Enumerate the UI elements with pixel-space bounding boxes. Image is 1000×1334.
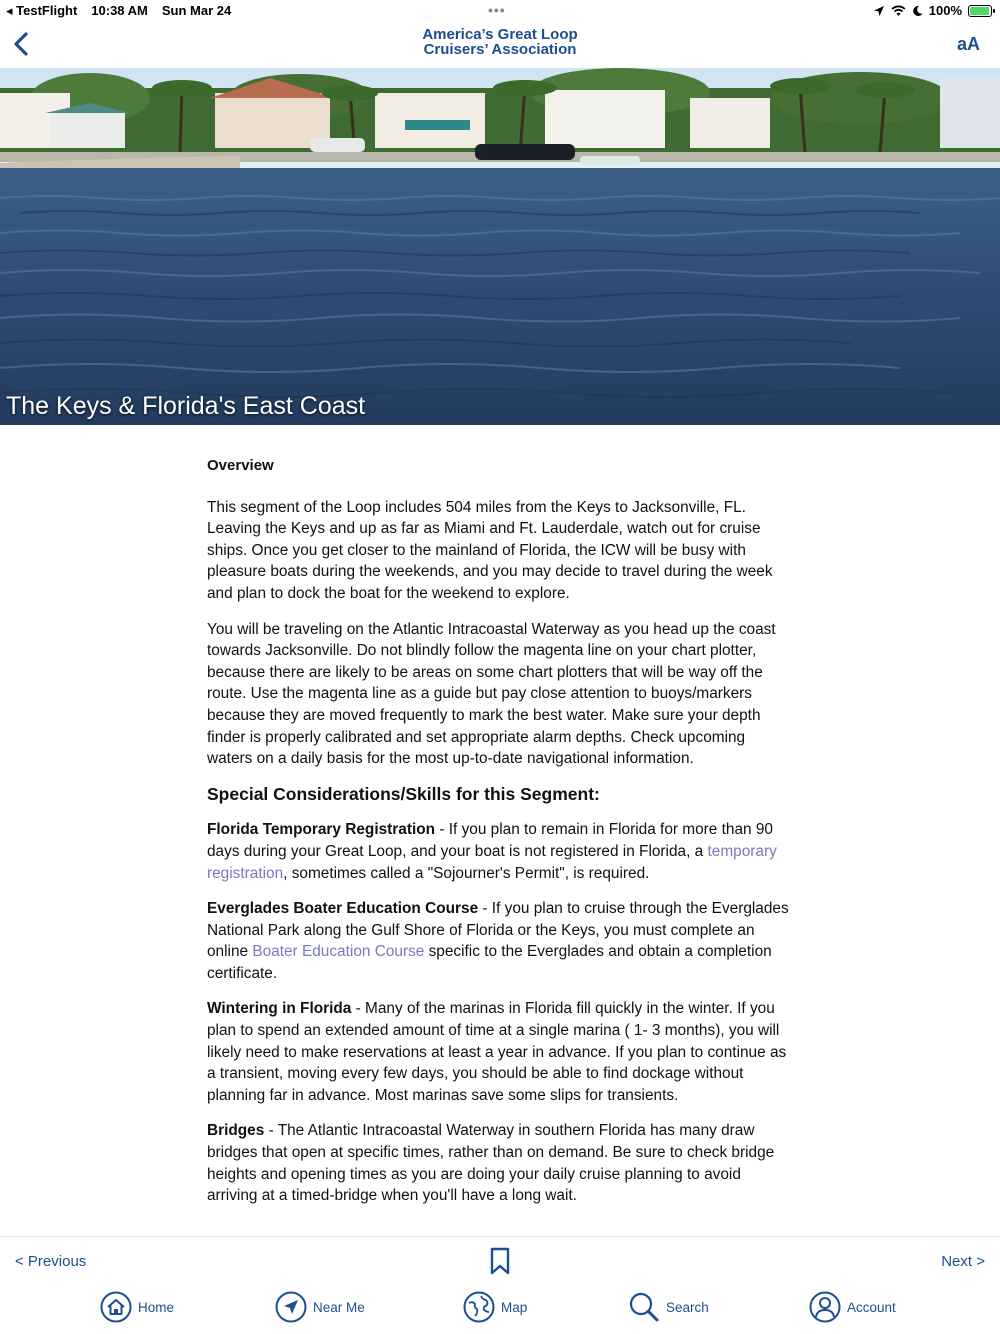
consideration-text: , sometimes called a "Sojourner's Permit", is required. xyxy=(283,864,650,882)
app-logo xyxy=(400,27,600,57)
tab-search[interactable] xyxy=(628,1290,709,1324)
special-considerations-heading: Special Considerations/Skills for this Segment: xyxy=(207,783,600,804)
overview-paragraph-2: You will be traveling on the Atlantic Intracoastal Waterway as you head up the coast towards Jacksonville. Do not blindly follow the magenta line on your chart plotter, because there are likely to be areas on some chart plotters that will be way off the route. Use the magenta line as a guide but pay close attention to buoys/markers because they are moved frequently to mark the best water. Make sure your depth finder is properly calibrated and set appropriate alarm depths. Check upcoming waters on a daily basis for the most up-to-date navigational information. xyxy=(207,620,776,768)
tab-account[interactable] xyxy=(809,1290,896,1324)
overview-heading: Overview xyxy=(207,457,274,474)
battery-percent: 100% xyxy=(928,3,962,18)
text-size-button[interactable]: aA xyxy=(956,34,980,54)
overview-paragraph-1: This segment of the Loop includes 504 miles from the Keys to Jacksonville, FL. Leaving the Keys and up as far as Miami and Ft. Lauderdale, watch out for cruise ships. Once you get closer to the mainland of Florida, the ICW will be busy with pleasure boats during the weekends, and you may decide to travel during the week and plan to dock the boat for the weekend to explore. xyxy=(207,498,773,602)
consideration-item xyxy=(207,998,793,1106)
next-button[interactable]: Next > xyxy=(941,1253,985,1270)
status-right xyxy=(873,3,992,18)
logo-line-2: Cruisers’ Association xyxy=(423,41,577,58)
consideration-title: Wintering in Florida xyxy=(207,1000,352,1018)
tab-near-me[interactable] xyxy=(275,1290,365,1324)
status-bar xyxy=(0,0,1000,20)
status-left xyxy=(6,3,231,19)
consideration-title: Florida Temporary Registration xyxy=(207,821,436,839)
bookmark-icon xyxy=(488,1247,512,1275)
segment-title: The Keys & Florida's East Coast xyxy=(6,392,366,420)
chevron-left-icon xyxy=(10,30,34,58)
multitasking-dots-icon[interactable]: ••• xyxy=(488,2,506,18)
user-icon xyxy=(809,1291,841,1323)
consideration-title: Everglades Boater Education Course xyxy=(207,900,479,918)
consideration-title: Bridges xyxy=(207,1122,265,1140)
pager-bar xyxy=(0,1236,1000,1280)
tab-label: Home xyxy=(138,1299,175,1315)
battery-icon xyxy=(968,5,992,17)
tab-label: Account xyxy=(847,1299,896,1315)
back-to-app-link[interactable]: ◂ TestFlight xyxy=(6,3,78,18)
boater-education-course-link[interactable]: Boater Education Course xyxy=(252,943,425,961)
back-button[interactable] xyxy=(10,30,34,58)
tab-bar xyxy=(0,1280,1000,1334)
logo-line-1: America’s Great Loop xyxy=(422,26,578,43)
tab-label: Search xyxy=(666,1299,709,1315)
consideration-text: - If you plan to cruise through the Everglades National Park along the Gulf Shore of Florida or the Keys, you must complete an online xyxy=(207,900,789,961)
consideration-text: - Many of the marinas in Florida fill quickly in the winter. If you plan to spend an extended amount of time at a single marina ( 1- 3 months), you will likely need to make reservations at least a year in advance. If you plan to continue as a transient, moving every few days, you should be able to find dockage without planning far in advance. Most marinas save some slips for transients. xyxy=(207,1000,787,1104)
globe-icon xyxy=(463,1291,495,1323)
consideration-text: - The Atlantic Intracoastal Waterway in southern Florida has many draw bridges that open at specific times, rather than on demand. Be sure to check bridge heights and opening times as you are doing your daily cruise planning to avoid arriving at a timed-bridge when you'll have a long wait. xyxy=(207,1122,775,1205)
location-icon xyxy=(873,5,885,17)
waterfront-photo xyxy=(0,68,1000,425)
consideration-text: specific to the Everglades and obtain a completion certificate. xyxy=(207,943,772,982)
status-date: Sun Mar 24 xyxy=(161,3,232,18)
hero-image xyxy=(0,68,1000,425)
nav-bar xyxy=(0,20,1000,68)
tab-label: Near Me xyxy=(313,1299,365,1315)
temporary-registration-link[interactable]: temporary registration xyxy=(207,842,777,882)
search-icon xyxy=(628,1291,660,1323)
consideration-item xyxy=(207,1120,793,1206)
tab-label: Map xyxy=(501,1299,528,1315)
moon-icon xyxy=(912,5,923,17)
wifi-icon xyxy=(891,5,906,17)
home-icon xyxy=(100,1291,132,1323)
consideration-item xyxy=(207,819,793,884)
status-time: 10:38 AM xyxy=(91,3,148,18)
tab-home[interactable] xyxy=(100,1290,174,1324)
tab-map[interactable] xyxy=(463,1290,527,1324)
consideration-text: - If you plan to remain in Florida for more than 90 days during your Great Loop, and your boat is not registered in Florida, a xyxy=(207,821,773,860)
navigation-arrow-icon xyxy=(275,1291,307,1323)
article-content xyxy=(207,455,793,1221)
previous-button[interactable]: < Previous xyxy=(15,1253,87,1270)
consideration-item xyxy=(207,898,793,984)
bookmark-button[interactable] xyxy=(488,1247,512,1275)
